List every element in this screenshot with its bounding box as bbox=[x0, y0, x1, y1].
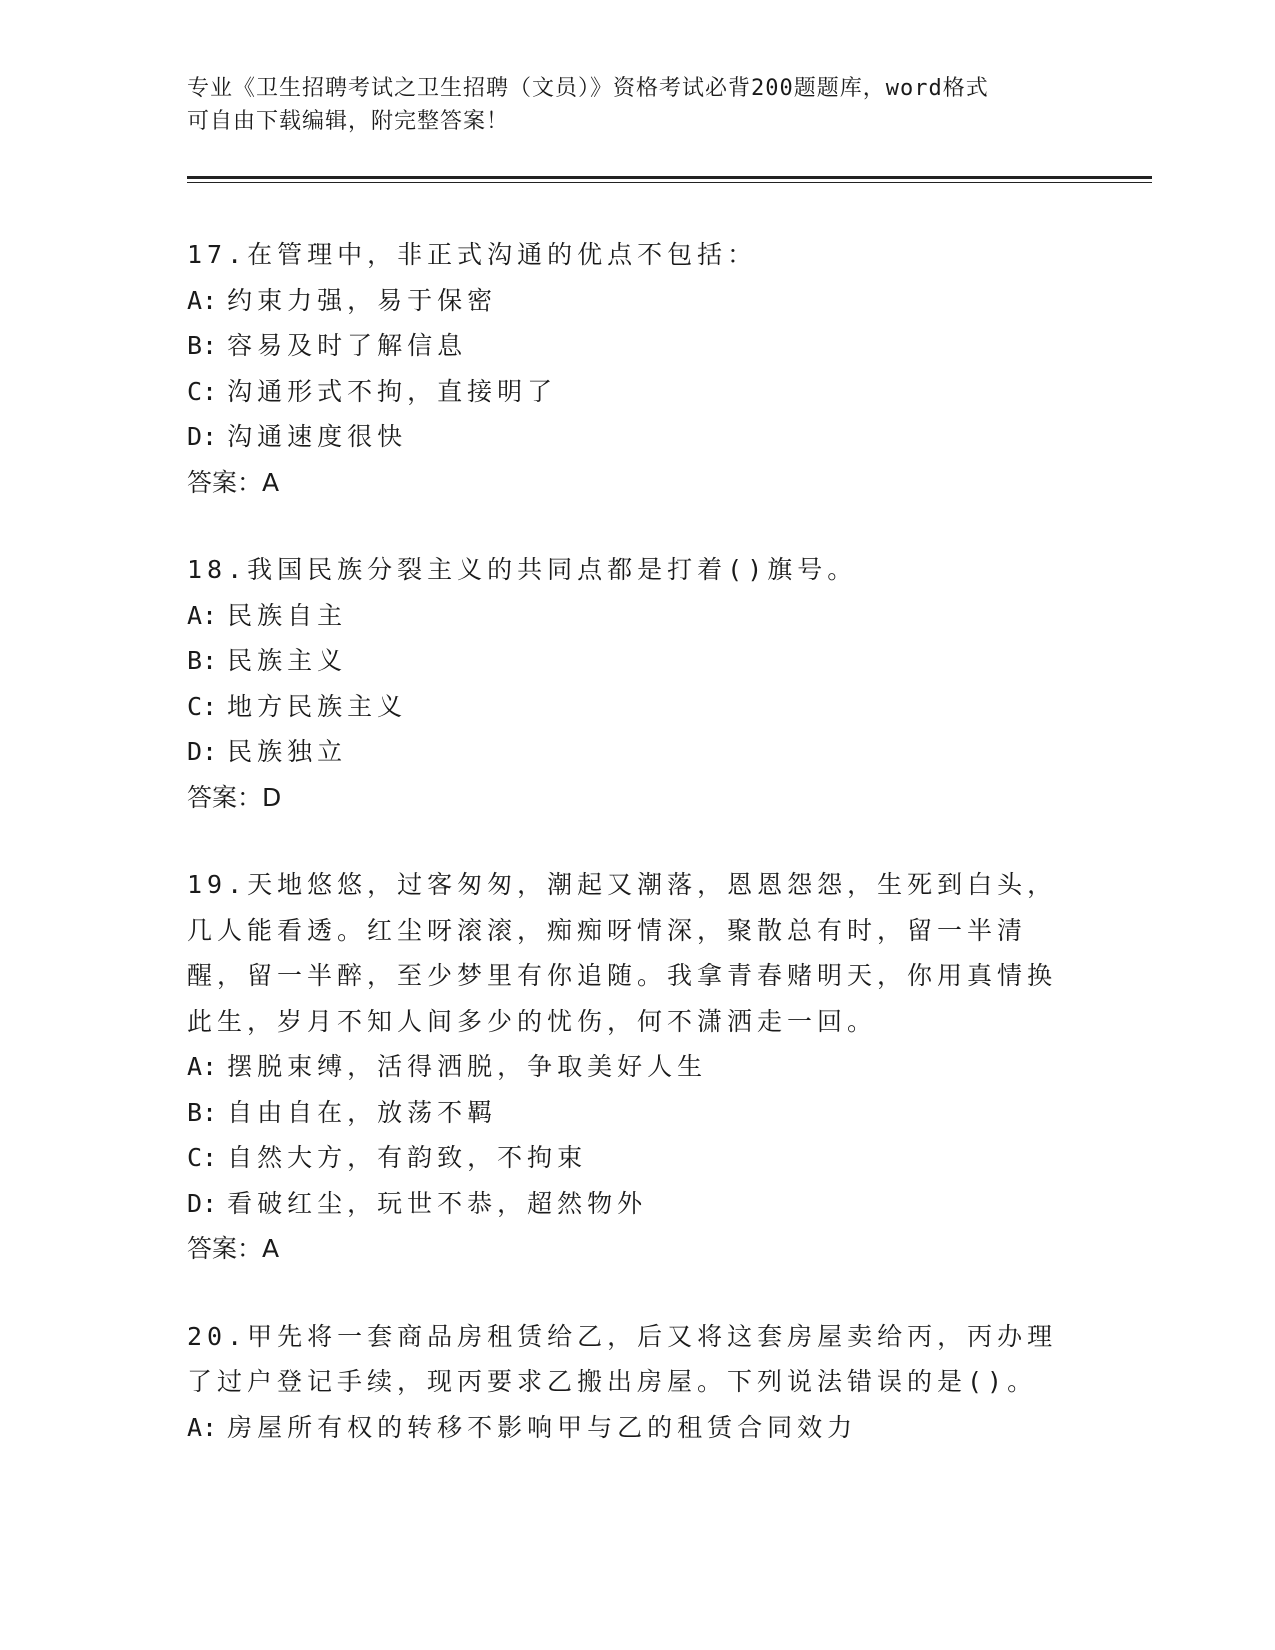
document-header bbox=[187, 72, 1067, 138]
option-text: 约束力强，易于保密 bbox=[227, 285, 498, 315]
question-stem: 18.我国民族分裂主义的共同点都是打着()旗号。 bbox=[187, 555, 858, 584]
option-text: 自然大方，有韵致，不拘束 bbox=[227, 1143, 588, 1172]
option-letter: C: bbox=[187, 1143, 218, 1172]
option-letter: A: bbox=[187, 285, 218, 315]
header-title-line-2: 可自由下载编辑，附完整答案！ bbox=[187, 109, 510, 134]
answer-line: 答案：A bbox=[187, 1234, 280, 1263]
question-item bbox=[187, 232, 1087, 505]
option-text: 民族主义 bbox=[227, 646, 348, 675]
option-d bbox=[187, 414, 1087, 460]
option-text: 民族独立 bbox=[227, 737, 348, 766]
header-divider-thin bbox=[187, 182, 1152, 183]
option-c bbox=[187, 369, 1087, 415]
question-stem: 19.天地悠悠，过客匆匆，潮起又潮落，恩恩怨怨，生死到白头，几人能看透。红尘呀滚滚，痴痴呀情深，聚散总有时，留一半清醒，留一半醉，至少梦里有你追随。我拿青春赌明天，你用真情换此生，岁月不知人间多少的忧伤，何不潇洒走一回。 bbox=[187, 870, 1058, 1036]
option-c bbox=[187, 684, 1087, 730]
option-text: 沟通速度很快 bbox=[227, 422, 408, 451]
option-letter: C: bbox=[187, 691, 218, 721]
option-letter: C: bbox=[187, 376, 218, 406]
option-d bbox=[187, 1181, 1087, 1227]
question-item bbox=[187, 547, 1087, 820]
header-divider-thick bbox=[187, 176, 1152, 179]
header-title-line-1: 专业《卫生招聘考试之卫生招聘（文员）》资格考试必背200题题库，word格式 bbox=[187, 76, 989, 101]
option-text: 民族自主 bbox=[227, 600, 348, 630]
option-text: 地方民族主义 bbox=[227, 691, 408, 721]
question-item bbox=[187, 1314, 1087, 1451]
question-stem: 20.甲先将一套商品房租赁给乙，后又将这套房屋卖给丙，丙办理了过户登记手续，现丙要求乙搬出房屋。下列说法错误的是()。 bbox=[187, 1321, 1058, 1396]
option-text: 摆脱束缚，活得洒脱，争取美好人生 bbox=[227, 1052, 708, 1081]
option-letter: A: bbox=[187, 600, 218, 630]
option-d bbox=[187, 729, 1087, 775]
option-a bbox=[187, 1405, 1087, 1451]
option-text: 看破红尘，玩世不恭，超然物外 bbox=[227, 1188, 648, 1218]
option-a bbox=[187, 278, 1087, 324]
option-text: 沟通形式不拘，直接明了 bbox=[227, 376, 558, 406]
option-letter: B: bbox=[187, 646, 218, 675]
option-letter: A: bbox=[187, 1052, 218, 1081]
option-letter: B: bbox=[187, 331, 218, 360]
option-letter: A: bbox=[187, 1412, 218, 1442]
option-a bbox=[187, 593, 1087, 639]
option-text: 房屋所有权的转移不影响甲与乙的租赁合同效力 bbox=[227, 1412, 858, 1442]
answer-line: 答案：D bbox=[187, 782, 282, 812]
option-letter: D: bbox=[187, 737, 218, 766]
option-letter: D: bbox=[187, 1188, 218, 1218]
question-item bbox=[187, 862, 1087, 1272]
option-b bbox=[187, 1090, 1087, 1136]
option-a bbox=[187, 1044, 1087, 1090]
answer-line: 答案：A bbox=[187, 467, 280, 497]
option-b bbox=[187, 323, 1087, 369]
option-c bbox=[187, 1135, 1087, 1181]
option-text: 自由自在，放荡不羁 bbox=[227, 1097, 498, 1127]
question-stem: 17.在管理中，非正式沟通的优点不包括： bbox=[187, 240, 758, 269]
option-b bbox=[187, 638, 1087, 684]
option-letter: B: bbox=[187, 1097, 218, 1127]
question-list bbox=[187, 232, 1087, 1492]
option-text: 容易及时了解信息 bbox=[227, 331, 468, 360]
option-letter: D: bbox=[187, 422, 218, 451]
